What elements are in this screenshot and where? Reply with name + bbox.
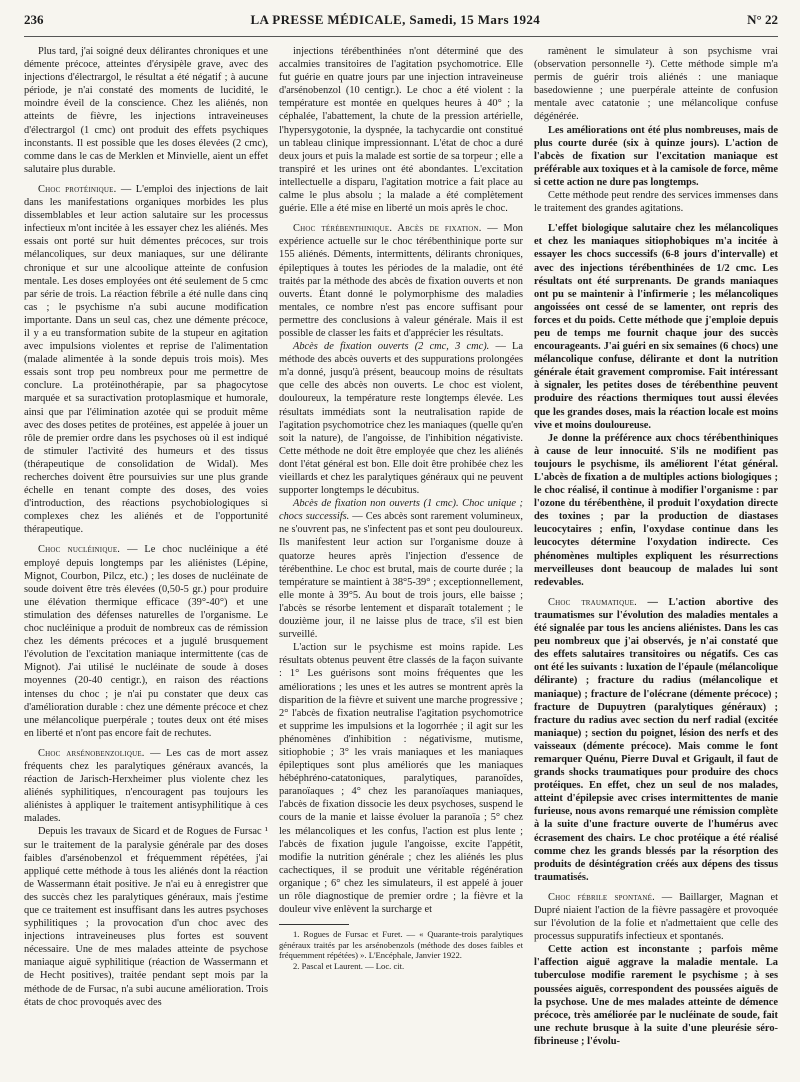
paragraph: L'action sur le psychisme est moins rapide. Les résultats obtenus peuvent être classés de la façon suivante : 1° Les guérisons sont moins fréquentes que les améliorations ; les unes et les autres se montrent après la disparition de la fièvre et suivent une marche progressive ; 2° l'abcès de fixation neutralise l'agitation psychomotrice et supprime les impulsions et la logorrhée ; il agit sur les phénomènes d'inhibition : négativisme, mutisme, sitiophobie ; 3° les vrais maniaques et les maniaques épileptiques sont plus améliorés que les maniaques hébéphréno-catatoniques, paralytiques, paranoïdes, paranoïaques ; 4° chez les paranoïaques maniaques, l'abcès de fixation dissocie les deux psychoses, suspend le cours de la manie et laisse évoluer la paranoïa ; 5° chez les mélancoliques et les confus, l'action est plus lente ; l'abcès de fixation jugule l'angoisse, excite l'appétit, modifie la nutrition générale ; chez les aliénés les plus cachectiques, il se produit une véritable régénération organique ; 6° chez les simulateurs, il est appelé à jouer un rôle diagnostique de premier ordre ; la fièvre et la douleur vive enlèvent la surcharge et — [279, 642, 523, 916]
paragraph: injections térébenthinées n'ont déterminé que des accalmies transitoires de l'agitation psychomotrice. Elle fut guérie en quatre jours par une injection intraveineuse d'arsénobenzol (10 centigr.). Le choc a été violent : la température est montée en quelques heures à 40° ; la céphalée, l'abattement, la chute de la pression artérielle, l'hypersygotonie, la dyspnée, la tachycardie ont constitué un tableau clinique impressionnant. L'état de choc a duré deux jours et puis la malade est sortie de sa torpeur ; elle a transpiré et les urines ont été abondantes. L'excitation intellectuelle a disparu, l'agitation motrice a fait place au calme le plus absolu ; la malade a été complètement guérie. Elle a été mise en liberté un mois après le choc. — [279, 46, 523, 215]
section-heading: Choc fébrile spontané. — [548, 891, 655, 903]
section-heading: Choc nucléinique. — [38, 544, 121, 556]
paragraph: Cette méthode peut rendre des services immenses dans le traitement des grandes agitations. — [534, 190, 778, 215]
subsection-abces-ouverts — [279, 340, 523, 497]
section-choc-febrile — [534, 891, 778, 943]
text-columns — [24, 45, 778, 1075]
page-number: 236 — [24, 12, 44, 27]
column-3 — [534, 45, 778, 1075]
footnote-divider — [279, 924, 349, 925]
subsection-heading: Abcès de fixation non ouverts (1 cmc). Choc unique ; chocs successifs. — [279, 498, 523, 523]
paragraph-bold: Je donne la préférence aux chocs térébenthiniques à cause de leur innocuité. S'ils ne modifient pas toujours le psychisme, ils améliorent l'état général. L'abcès de fixation a de multiples actions biologiques ; le choc réalisé, il continue à modifier l'organisme : par l'ozone du térébenthène, il produit l'oxydation directe des toxines ; par la production de diastases leucocytaires ; enfin, l'oxydase continue dans les leucocytes détermine l'oxydation indirecte. Ces phénomènes multiples expliquent les résurrections merveilleuses dont beaucoup de malades lui sont redevables. — [534, 432, 778, 588]
section-text: — Les cas de mort assez fréquents chez les paralytiques généraux avancés, la réaction de Jarisch-Herxheimer plus violente chez les aliénés syphilitiques, n'encouragent pas toujours les aliénistes à appliquer le traitement antisyphilitique à ces malades. — [24, 747, 268, 825]
subsection-heading: Abcès de fixation ouverts (2 cmc, 3 cmc). — [293, 341, 490, 353]
subsection-abces-non-ouverts — [279, 497, 523, 641]
section-heading: Choc protéinique. — [38, 183, 117, 195]
section-text: — Mon expérience actuelle sur le choc térébenthinique porte sur 155 aliénés. Déments, intermittents, délirants chroniques, épileptiques à toutes les périodes de la maladie, ont été traités par la méthode des abcès de fixation ouverts et non ouverts. Étant donné le polymorphisme des maladies mentales, ce nombre n'est pas encore suffisant pour permettre des conclusions à valeur générale. Mais il est possible de classer les faits et d'apprécier les résultats. — [279, 223, 523, 339]
paragraph: Plus tard, j'ai soigné deux délirantes chroniques et une démente précoce, atteintes d'érysipèle grave, avec des injections d'électrargol, le résultat a été négatif ; à aucune période, je n'ai constaté des moments de lucidité, le moindre éveil de la conscience. Chez les aliénés, non atteints de fièvre, les injections intraveineuses d'électrargol (1 cmc) ont produit des effets psychiques inconstants. Il est possible que les doses élevées (2 cmc), comme dans le cas de Merklen et Minvielle, aient un effet salutaire plus durable. — [24, 46, 268, 175]
section-heading: Choc térébenthinique. Abcès de fixation. — [293, 223, 482, 235]
paragraph: Depuis les travaux de Sicard et de Rogues de Fursac ¹ sur le traitement de la paralysie générale par des doses faibles d'arsénobenzol et fréquemment répétées, j'ai appliqué cette méthode à tous les aliénés dont la réaction de Wassermann était positive. Je n'ai eu à enregistrer que des succès chez les paralytiques généraux, mais j'estime que ce traitement est insuffisant dans les autres psychoses syphilitiques ; la provocation d'un choc avec des injections intraveineuses plus fortes est souvent nécessaire. Une de mes malades atteinte de psychose maniaque aiguë syphilitique (réaction de Wassermann et de Hecht positives), traitée pendant sept mois par la méthode de de Fursac, n'a subi aucune amélioration. Trois états de choc provoqués avec des — [24, 826, 268, 1008]
section-text: — Baillarger, Magnan et Dupré niaient l'action de la fièvre passagère et provoquée sur l'évolution de la folie et n'admettaient que celle des processus suppuratifs infectieux et spontanés. — [534, 891, 778, 943]
issue-number: N° 22 — [747, 12, 778, 27]
footnote-1: 1. Rogues de Fursac et Furet. — « Quarante-trois paralytiques généraux traités par les arsénobenzols (méthode des doses faibles et fréquemment répétées) ». L'Encéphale, Janvier 1922. — [279, 929, 523, 961]
page-header — [24, 12, 778, 37]
column-2 — [279, 45, 523, 1075]
journal-title: LA PRESSE MÉDICALE, Samedi, 15 Mars 1924 — [250, 12, 541, 27]
section-heading: Choc arsénobenzolique. — [38, 747, 145, 759]
section-text: — L'emploi des injections de lait dans les manifestations organiques morbides les plus dissemblables et leur action salutaire sur les processus infectieux m'ont incitée à les essayer chez les aliénés. Mes essais ont porté sur huit démentes précoces, sur trois mélancoliques, sur deux maniaques, sur une délirante chronique et sur une alcoolique atteinte de confusion mentale. Les doses employées ont été seulement de 5 cmc par série de trois. La réaction fébrile a été nulle dans cinq cas ; le psychisme n'a subi aucune modification importante. Dans un seul cas, chez une démente précoce, il y a eu transformation subite de la stupeur en agitation avec impulsions violentes et reprise de l'alimentation (malade alimentée à la sonde depuis trois mois). Mes essais sont trop peu nombreux pour me permettre de conclure. La protéinothérapie, par sa phagocytose marquée et sa suractivation protoplasmique et humorale, ainsi que par l'élimination azotée qui se produit même avec des doses petites de protéines, est appelée à jouer un rôle de premier ordre dans les psychoses où il est indiqué de stimuler l'activité des humeurs et des tissus (thérapeutique de consolidation de Widal). Mes recherches doivent être poursuivies sur une plus grande échelle en tenant compte des doses, des voies d'introduction, des réactions psychobiologiques si complexes chez les aliénés et de l'opportunité thérapeutique. — [24, 183, 268, 536]
section-text: — L'action abortive des traumatismes sur l'évolution des maladies mentales a été signalée par tous les anciens aliénistes. Dans les cas peu nombreux que j'ai observés, je n'ai constaté que des effets salutaires transitoires ou négatifs. Ces cas ont été les suivants : luxation de l'épaule (mélancolique délirante) ; fracture du radius (mélancolique et maniaque) ; fracture de l'olécrane (démente précoce) ; fracture de Dupuytren (paralytiques généraux) ; fracture du radius avec section du nerf radial (excitée maniaque) ; section du poignet, lésion des nerfs et des vaisseaux (démente précoce). Mais comme le font remarquer Quénu, Pierre Duval et Grigault, il faut de grands shocks traumatiques pour produire des chocs protéiques. En effet, chez un seul de nos malades, atteint d'épilepsie avec crises intermittentes de manie furieuse, nous avons remarqué une rémission complète à la suite d'une fracture ouverte de l'humérus avec écrasement des chairs. Le choc protéique a été réalisé comme chez les grands blessés par la résorption des produits de désintégration créés aux dépens des tissus traumatisés. — [534, 596, 778, 883]
section-text: — La méthode des abcès ouverts et des suppurations prolongées m'a donné, jusqu'à présent, beaucoup moins de résultats que celle des abcès non ouverts. Le choc est violent, douloureux, la température reste longtemps élevée. Les résultats immédiats sont la neutralisation rapide de l'agitation psychomotrice chez les maniaques (quelle qu'en soit la nature), de l'angoisse, de l'inhibition négativiste. Cette méthode ne doit être employée que chez les aliénés dont l'état général est bon. Elle doit être prohibée chez les vieillards et chez les paralytiques généraux qui ne peuvent supporter longtemps le décubitus. — [279, 341, 523, 497]
section-choc-traumatique — [534, 596, 778, 884]
section-text: — Ces abcès sont rarement volumineux, ne s'ouvrent pas, ne s'infectent pas et sont peu douloureux. Ils manifestent leur action sur l'organisme douze à quatorze heures après l'injection d'essence de térébenthine. Le choc est brutal, mais de courte durée ; la température se maintient à 38°5-39° ; exceptionnellement, elle monte à 39°5. Au bout de trois jours, elle baisse ; l'abcès se résorbe lentement et disparaît totalement ; le douzième jour, il ne laisse plus de trace, s'il est bien surveillé. — [279, 511, 523, 641]
paragraph-bold: Les améliorations ont été plus nombreuses, mais de plus courte durée (six à quinze jours). L'action de l'abcès de fixation sur l'excitation maniaque est préférable aux toxiques et à la camisole de force, même si cette action ne dure pas longtemps. — [534, 124, 778, 188]
column-1 — [24, 45, 268, 1075]
footnote-2: 2. Pascal et Laurent. — Loc. cit. — [293, 960, 405, 971]
section-choc-arsenobenzolique — [24, 747, 268, 826]
paragraph-bold: L'effet biologique salutaire chez les mélancoliques et chez les maniaques sitiophobiques m'a incitée à essayer les chocs successifs (6-8 jours d'intervalle) et avec des injections térébenthinées de 1/2 cmc. Les résultats ont été surprenants. De grands maniaques ont pu se maintenir à l'infirmerie ; les mélancoliques angoissées ont cessé de se lamenter, ont repris des forces et du poids. Cette méthode que j'emploie depuis peu de temps me fournit chaque jour des succès encourageants. J'ai guéri en six semaines (6 chocs) une mélancolique confuse, délirante et dont la nutrition générale était gravement compromise. Fait intéressant à signaler, les petites doses de térébenthine peuvent produire des réactions thermiques tout aussi élevées que les grandes doses, mais la réaction locale est moins vive et moins douloureuse. — [534, 223, 778, 431]
section-choc-nucleinique — [24, 543, 268, 739]
paragraph-bold: Cette action est inconstante ; parfois même l'affection aiguë aggrave la maladie mentale. La tuberculose modifie rarement le psychisme ; à ses poussées aiguës, correspondent des poussées aiguës de la psychose. Une de mes malades atteinte de démence précoce, très améliorée par le nucléinate de soude, fait une rechute brusque à la suite d'une pleurésie séro-fibrineuse ; l'évolu- — [534, 944, 778, 1047]
section-text: — Le choc nucléinique a été employé depuis longtemps par les aliénistes (Lépine, Mignot, Courbon, Pilcz, etc.) ; les doses de nucléinate de soude doivent être très élevées (0,50-5 gr.) pour produire une élévation thermique efficace (39°-40°) et une stimulation des défenses naturelles de l'organisme. Le choc nucléinique a produit de nombreux cas de rémission chez les déments précoces et a jugulé brusquement l'évolution de l'excitation maniaque intermittente (cas de Mignot). J'ai utilisé le nucléinate de soude à doses moyennes (20-40 centigr.), en raison des réactions intenses du choc ; je n'ai pu constater que deux cas d'amélioration durable : chez une démente précoce et chez une mélancolique puerpérale ; toutes deux ont été mises en liberté et n'ont pas encore fait de rechutes. — [24, 544, 268, 739]
section-heading: Choc traumatique. — [548, 596, 637, 608]
section-choc-terebenthinique — [279, 222, 523, 340]
paragraph: ramènent le simulateur à son psychisme vrai (observation personnelle ²). Cette méthode simple m'a permis de guérir trois aliénés : une maniaque basedowienne ; une puerpérale atteinte de confusion mentale avec catatonie ; une mélancolique confuse dégénérée. — [534, 46, 778, 123]
section-choc-proteinique — [24, 183, 268, 537]
